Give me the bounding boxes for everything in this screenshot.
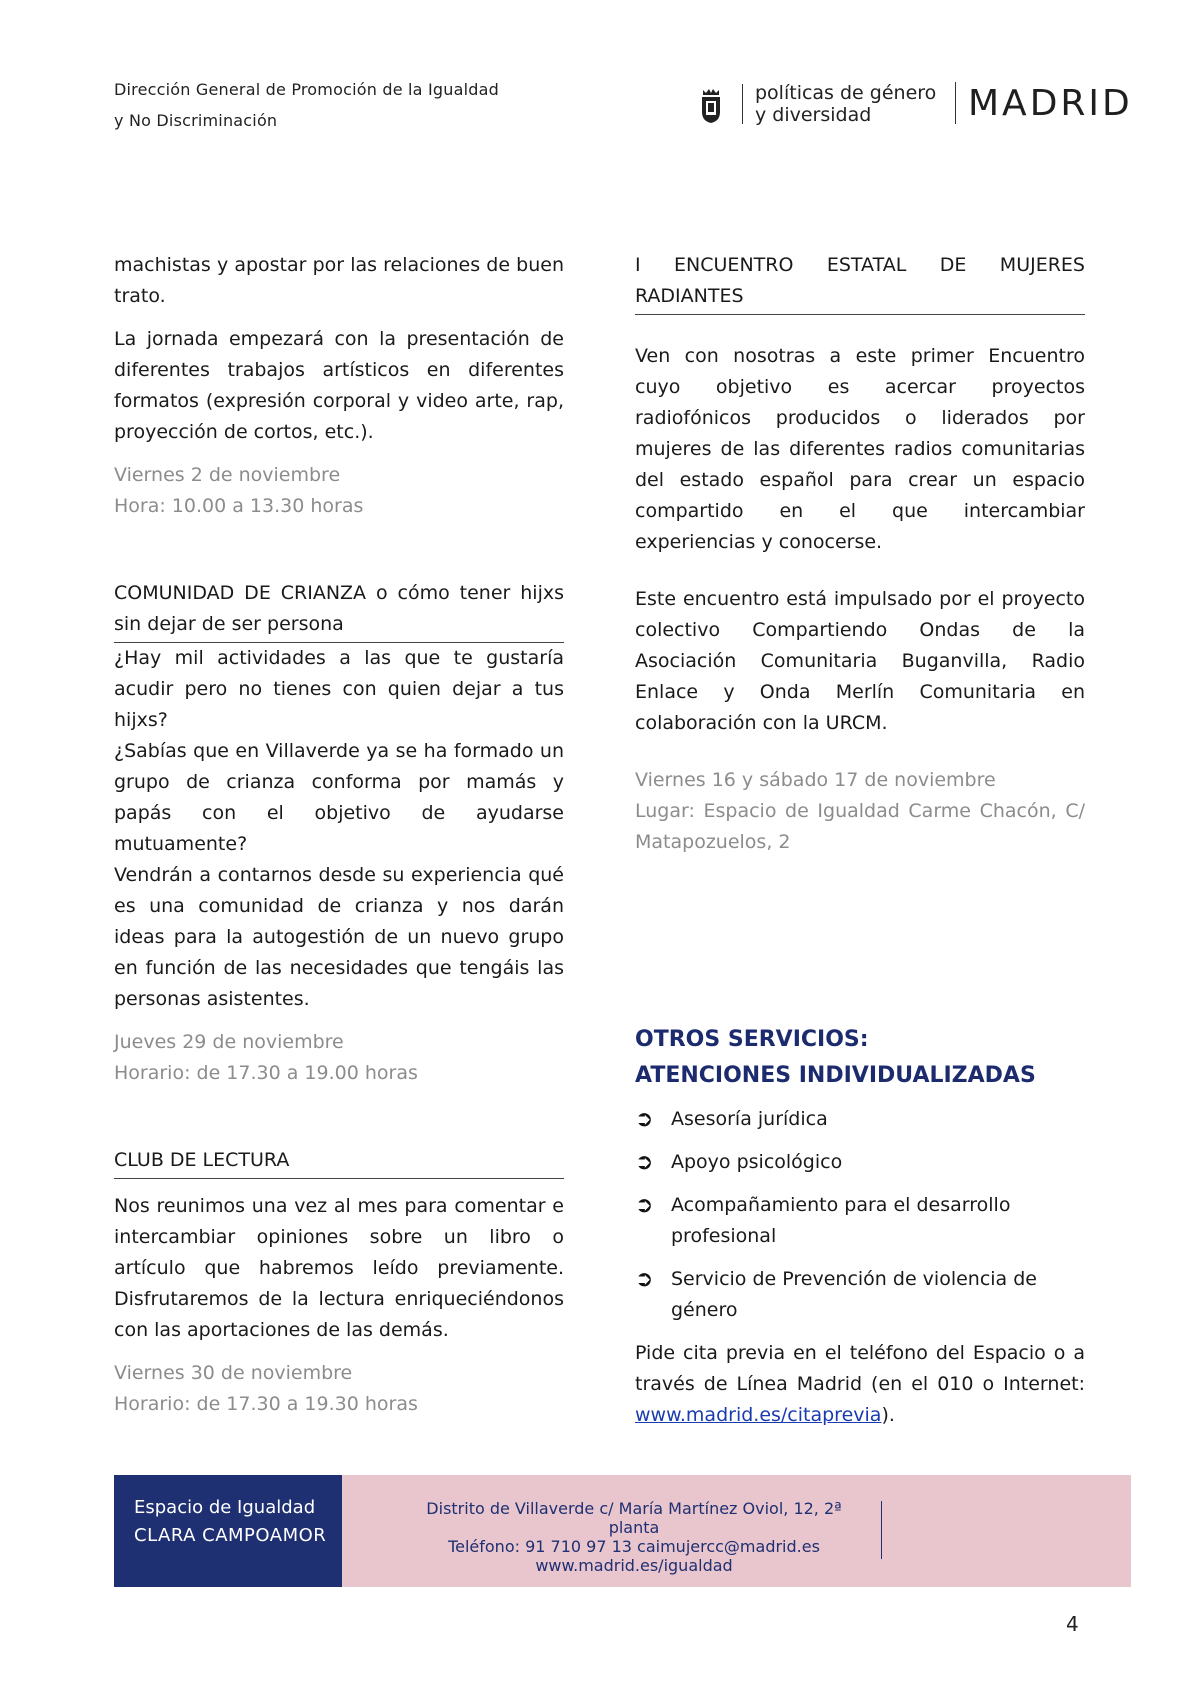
encuentro-paragraph-2: Este encuentro está impulsado por el proyecto colectivo Compartiendo Ondas de la Asociación Comunitaria Buganvilla, Radio Enlace y Onda Merlín Comunitaria en colaboración con la URCM.	[635, 588, 1085, 734]
club-date: Viernes 30 de noviembre	[114, 1362, 353, 1384]
footer-title-line-1: Espacio de Igualdad	[134, 1497, 316, 1518]
footer-title-box	[114, 1475, 342, 1587]
madrid-crest-icon	[700, 88, 722, 124]
intro-paragraph-1: machistas y apostar por las relaciones de buen trato.	[114, 254, 564, 307]
otros-heading-line-1: OTROS SERVICIOS:	[635, 1027, 869, 1052]
crianza-paragraph-1: ¿Hay mil actividades a las que te gustaría acudir pero no tienes con quien dejar a tus hijxs?	[114, 647, 564, 731]
footer-web: www.madrid.es/igualdad	[535, 1556, 733, 1575]
crianza-paragraph-3: Vendrán a contarnos desde su experiencia qué es una comunidad de crianza y nos darán ideas para la autogestión de un nuevo grupo en función de las necesidades que tengáis las personas asistentes.	[114, 864, 564, 1010]
arrow-right-icon: ➲	[635, 1150, 654, 1175]
club-time: Horario: de 17.30 a 19.30 horas	[114, 1393, 418, 1415]
services-list	[635, 1104, 1085, 1326]
intro-time: Hora: 10.00 a 13.30 horas	[114, 495, 364, 517]
arrow-right-icon: ➲	[635, 1107, 654, 1132]
arrow-right-icon: ➲	[635, 1267, 654, 1292]
footer-banner	[114, 1475, 1131, 1587]
service-label: Apoyo psicológico	[671, 1151, 843, 1173]
footer-contact-info	[404, 1499, 864, 1575]
service-label: Asesoría jurídica	[671, 1108, 828, 1130]
encuentro-place: Lugar: Espacio de Igualdad Carme Chacón, C/ Matapozuelos, 2	[635, 800, 1085, 853]
encuentro-date: Viernes 16 y sábado 17 de noviembre	[635, 769, 996, 791]
madrid-logo-text: MADRID	[968, 83, 1133, 124]
footer-phone-email: Teléfono: 91 710 97 13 caimujercc@madrid.es	[448, 1537, 820, 1556]
section-title-encuentro: I ENCUENTRO ESTATAL DE MUJERES RADIANTES	[635, 250, 1085, 315]
right-column	[635, 250, 1085, 1431]
section-title-club: CLUB DE LECTURA	[114, 1145, 564, 1179]
footer-title-line-2: CLARA CAMPOAMOR	[134, 1525, 327, 1546]
cita-previa-link[interactable]: www.madrid.es/citaprevia	[635, 1404, 882, 1426]
section-title-crianza: COMUNIDAD DE CRIANZA o cómo tener hijxs sin dejar de ser persona	[114, 578, 564, 643]
crianza-date: Jueves 29 de noviembre	[114, 1031, 344, 1053]
org-line-2: y No Discriminación	[114, 111, 278, 130]
brand-text	[755, 82, 936, 126]
list-item	[635, 1190, 1085, 1252]
intro-date: Viernes 2 de noviembre	[114, 464, 341, 486]
service-label: Acompañamiento para el desarrollo profesional	[671, 1194, 1011, 1247]
list-item	[635, 1104, 1085, 1135]
brand-line-2: y diversidad	[755, 104, 872, 126]
brand-divider	[742, 84, 743, 124]
cita-end: ).	[881, 1404, 895, 1426]
list-item	[635, 1264, 1085, 1326]
page-number: 4	[1066, 1612, 1079, 1636]
cita-text: Pide cita previa en el teléfono del Espacio o a través de Línea Madrid (en el 010 o Internet:	[635, 1342, 1085, 1395]
list-item	[635, 1147, 1085, 1178]
footer-divider	[881, 1501, 882, 1559]
cita-previa-paragraph	[635, 1338, 1085, 1431]
footer-address: Distrito de Villaverde c/ María Martínez Oviol, 12, 2ª planta	[426, 1499, 842, 1537]
brand-line-1: políticas de género	[755, 82, 937, 104]
org-line-1: Dirección General de Promoción de la Igualdad	[114, 80, 499, 99]
header-org	[114, 74, 499, 136]
otros-heading-line-2: ATENCIONES INDIVIDUALIZADAS	[635, 1063, 1036, 1088]
brand-divider	[955, 82, 956, 124]
crianza-paragraph-2: ¿Sabías que en Villaverde ya se ha formado un grupo de crianza conforma por mamás y papás con el objetivo de ayudarse mutuamente?	[114, 740, 564, 855]
club-paragraph-1: Nos reunimos una vez al mes para comentar e intercambiar opiniones sobre un libro o artículo que habremos leído previamente. Disfrutaremos de la lectura enriqueciéndonos con las aportaciones de las demás.	[114, 1195, 564, 1341]
arrow-right-icon: ➲	[635, 1193, 654, 1218]
left-column	[114, 250, 564, 1420]
intro-paragraph-2: La jornada empezará con la presentación de diferentes trabajos artísticos en diferentes formatos (expresión corporal y video arte, rap, proyección de cortos, etc.).	[114, 328, 564, 443]
crianza-time: Horario: de 17.30 a 19.00 horas	[114, 1062, 418, 1084]
otros-servicios-heading	[635, 1022, 1085, 1094]
encuentro-paragraph-1: Ven con nosotras a este primer Encuentro cuyo objetivo es acercar proyectos radiofónicos producidos o liderados por mujeres de las diferentes radios comunitarias del estado español para crear un espacio compartido en el que intercambiar experiencias y conocerse.	[635, 345, 1085, 553]
service-label: Servicio de Prevención de violencia de género	[671, 1268, 1037, 1321]
